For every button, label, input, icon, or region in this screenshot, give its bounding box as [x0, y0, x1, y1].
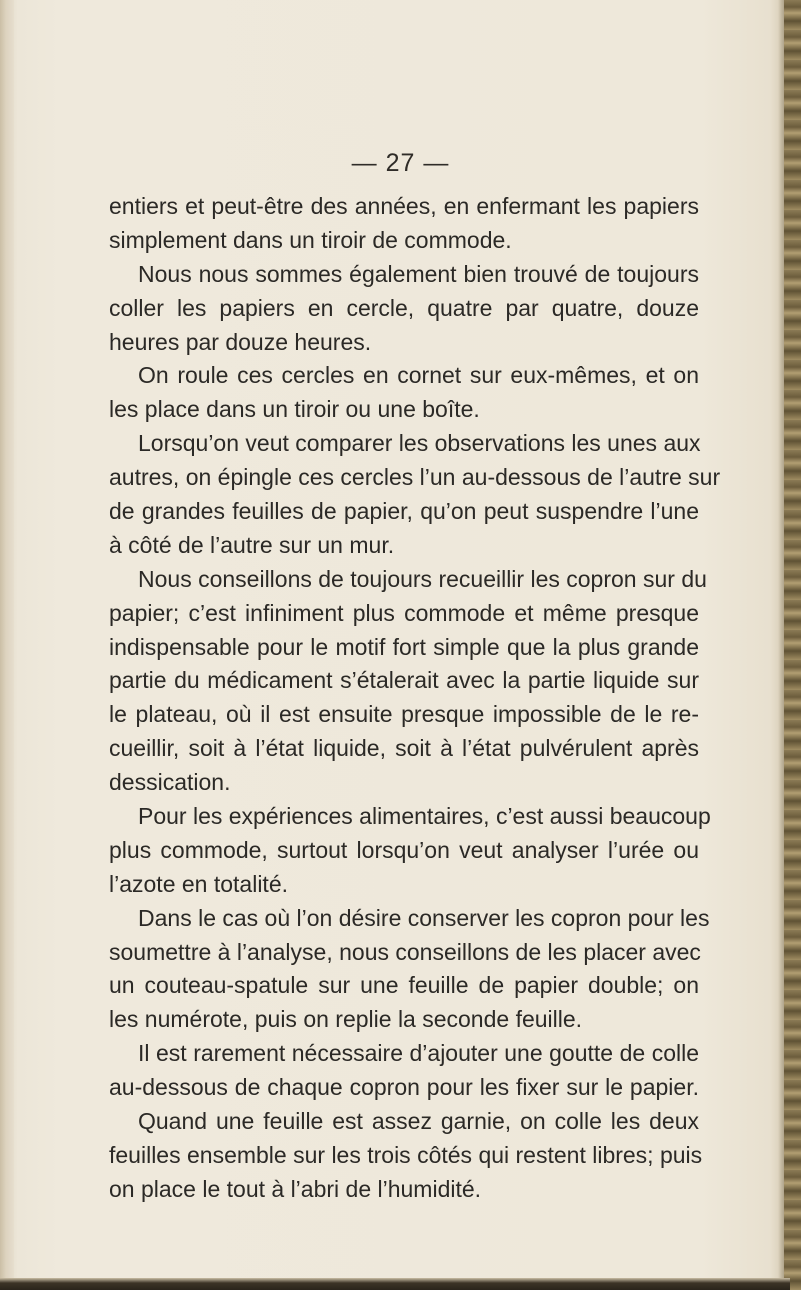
text-line: heures par douze heures.	[109, 328, 372, 355]
page-number: — 27 —	[351, 149, 450, 177]
book-binding	[784, 0, 801, 1290]
text-line: entiers et peut-être des années, en enfermant les papiers	[109, 193, 699, 219]
text-line: on place le tout à l’abri de l’humidité.	[109, 1175, 482, 1202]
text-line: Nous conseillons de toujours recueillir les copron sur du	[138, 565, 707, 592]
text-line: indispensable pour le motif fort simple que la plus grande	[109, 633, 699, 660]
text-line: le plateau, où il est ensuite presque impossible de le re-	[109, 701, 699, 728]
text-line: Lorsqu’on veut comparer les observations les unes aux	[138, 430, 701, 457]
text-line: On roule ces cercles en cornet sur eux-mêmes, et on	[138, 362, 699, 389]
text-line: l’azote en totalité.	[109, 870, 289, 897]
text-line: les numérote, puis on replie la seconde feuille.	[109, 1006, 583, 1033]
text-line: coller les papiers en cercle, quatre par quatre, douze	[109, 294, 699, 321]
text-line: Dans le cas où l’on désire conserver les copron pour les	[138, 904, 710, 931]
text-line: soumettre à l’analyse, nous conseillons de les placer avec	[109, 938, 701, 965]
page-bottom-edge	[0, 1278, 790, 1290]
page-left-edge	[0, 0, 14, 1290]
text-line: partie du médicament s’étalerait avec la partie liquide sur	[109, 667, 699, 694]
text-line: cueillir, soit à l’état liquide, soit à l’état pulvérulent après	[109, 735, 699, 762]
text-line: Pour les expériences alimentaires, c’est aussi beaucoup	[138, 803, 711, 830]
text-line: autres, on épingle ces cercles l’un au-dessous de l’autre sur	[109, 464, 721, 491]
text-line: dessication.	[109, 769, 231, 796]
text-line: Il est rarement nécessaire d’ajouter une goutte de colle	[138, 1040, 699, 1067]
text-line: feuilles ensemble sur les trois côtés qui restent libres; puis	[109, 1141, 703, 1168]
text-line: au-dessous de chaque copron pour les fixer sur le papier.	[109, 1074, 699, 1101]
text-line: Nous nous sommes également bien trouvé de toujours	[138, 260, 699, 287]
text-line: Quand une feuille est assez garnie, on colle les deux	[138, 1108, 699, 1135]
text-line: à côté de l’autre sur un mur.	[109, 531, 395, 558]
text-line: les place dans un tiroir ou une boîte.	[109, 396, 480, 423]
text-line: de grandes feuilles de papier, qu’on peut suspendre l’une	[109, 498, 699, 525]
body-text	[109, 190, 721, 1207]
text-line: un couteau-spatule sur une feuille de papier double; on	[109, 972, 699, 999]
text-line: plus commode, surtout lorsqu’on veut analyser l’urée ou	[109, 836, 699, 863]
text-line: papier; c’est infiniment plus commode et même presque	[109, 599, 699, 626]
text-line: simplement dans un tiroir de commode.	[109, 226, 512, 253]
